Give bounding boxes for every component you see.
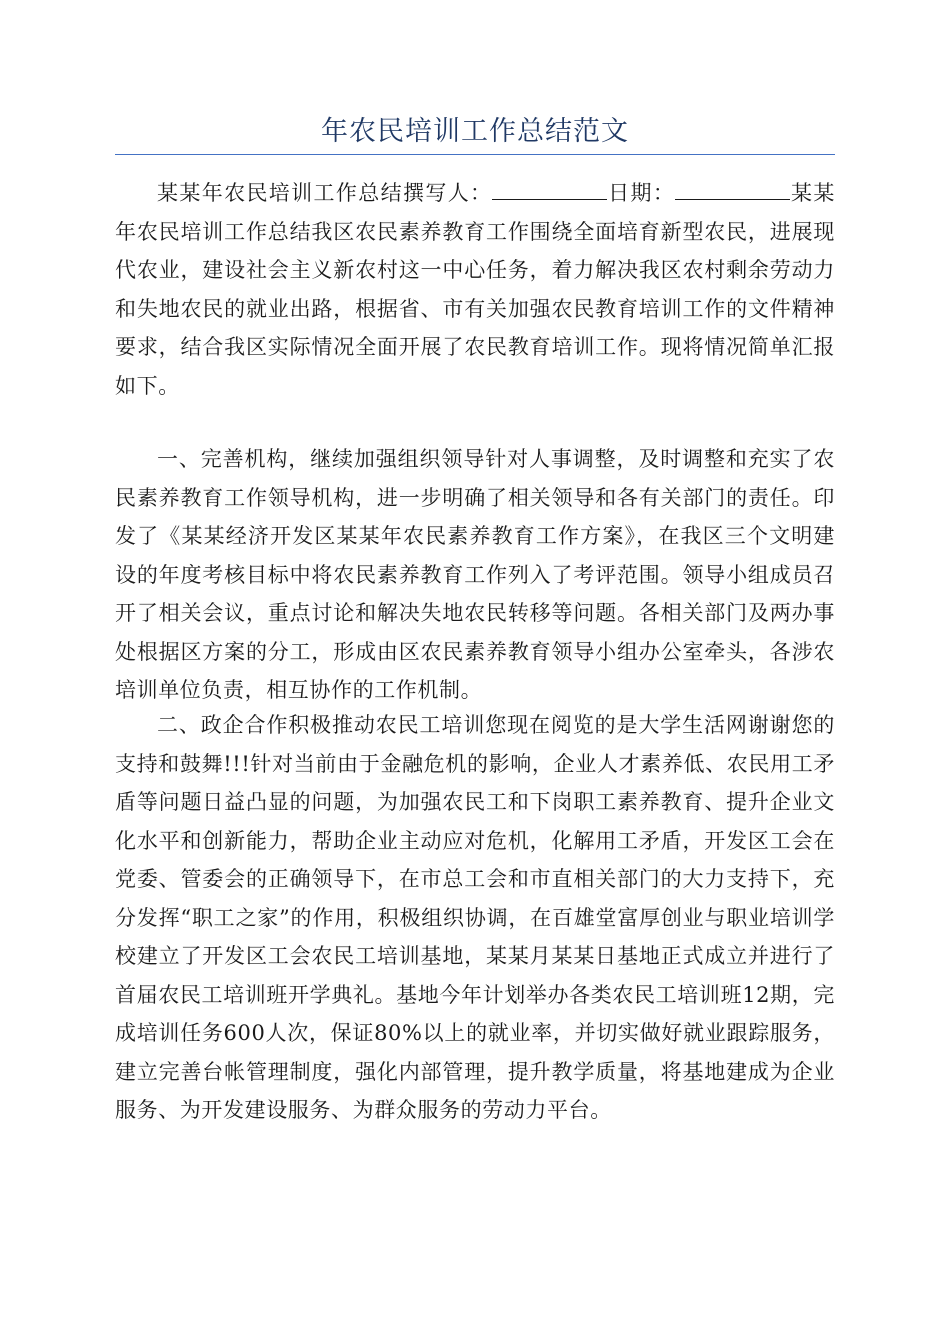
title-underline-rule	[115, 154, 835, 155]
paragraph-section-1: 一、完善机构，继续加强组织领导针对人事调整，及时调整和充实了农民素养教育工作领导机构，进一步明确了相关领导和各有关部门的责任。印发了《某某经济开发区某某年农民素养教育工作方案》，在我区三个文明建设的年度考核目标中将农民素养教育工作列入了考评范围。领导小组成员召开了相关会议，重点讨论和解决失地农民转移等问题。各相关部门及两办事处根据区方案的分工，形成由区农民素养教育领导小组办公室牵头，各涉农培训单位负责，相互协作的工作机制。	[115, 447, 835, 702]
author-blank-field	[492, 177, 607, 200]
document-body	[115, 174, 835, 1130]
paragraph-intro	[115, 174, 835, 405]
date-label: 日期：	[607, 181, 676, 205]
paragraph-intro-text: 某某年农民培训工作总结我区农民素养教育工作围绕全面培育新型农民，进展现代农业，建设社会主义新农村这一中心任务，着力解决我区农村剩余劳动力和失地农民的就业出路，根据省、市有关加强农民教育培训工作的文件精神要求，结合我区实际情况全面开展了农民教育培训工作。现将情况简单汇报如下。	[115, 181, 836, 398]
paragraph-section-2: 二、政企合作积极推动农民工培训您现在阅览的是大学生活网谢谢您的支持和鼓舞!!!针对当前由于金融危机的影响，企业人才素养低、农民用工矛盾等问题日益凸显的问题，为加强农民工和下岗职工素养教育、提升企业文化水平和创新能力，帮助企业主动应对危机，化解用工矛盾，开发区工会在党委、管委会的正确领导下，在市总工会和市直相关部门的大力支持下，充分发挥“职工之家”的作用，积极组织协调，在百雄堂富厚创业与职业培训学校建立了开发区工会农民工培训基地，某某月某某日基地正式成立并进行了首届农民工培训班开学典礼。基地今年计划举办各类农民工培训班12期，完成培训任务600人次，保证80%以上的就业率，并切实做好就业跟踪服务，建立完善台帐管理制度，强化内部管理，提升教学质量，将基地建成为企业服务、为开发建设服务、为群众服务的劳动力平台。	[115, 713, 835, 1122]
document-title: 年农民培训工作总结范文	[321, 116, 629, 147]
author-label: 某某年农民培训工作总结撰写人：	[157, 181, 493, 205]
date-blank-field	[675, 177, 790, 200]
